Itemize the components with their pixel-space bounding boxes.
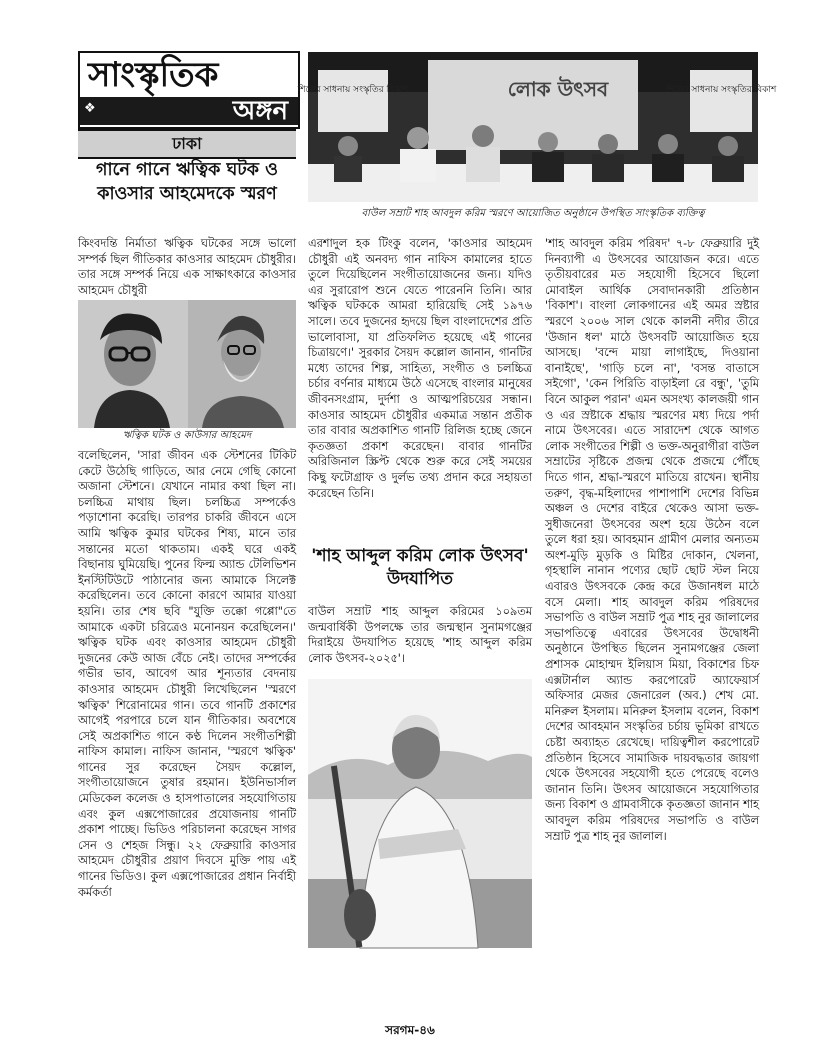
left-intro-text: কিংবদন্তি নির্মাতা ঋত্বিক ঘটকের সঙ্গে ভালো সম্পর্ক ছিল গীতিকার কাওসার আহমেদ চৌধুরীর। তার সঙ্গে সম্পর্ক নিয়ে এক সাক্ষাৎকারে কাওসার আহমেদ চৌধুরী — [78, 237, 296, 297]
right-column-text — [545, 236, 759, 1004]
event-photo-illustration — [297, 52, 777, 202]
baul-photo — [308, 679, 532, 948]
section-intro — [308, 604, 532, 670]
banner-center-text: লোক উৎসব — [507, 77, 609, 101]
event-photo — [297, 52, 777, 202]
masthead-subtitle: অঙ্গন — [232, 96, 288, 126]
left-story-title: গানে গানে ঋত্বিক ঘটক ও কাওসার আহমেদকে স্মরণ — [95, 160, 279, 204]
portrait-illustration — [78, 300, 296, 428]
right-body-text: 'শাহ আবদুল করিম পরিষদ' ৭-৮ ফেব্রুয়ারি দুই দিনব্যাপী এ উৎসবের আয়োজন করে। এতে তৃতীয়বারের মত সহযোগী হিসেবে ছিলো মোবাইল আর্থিক সেবাদানকারী প্রতিষ্ঠান 'বিকাশ'। বাংলা লোকগানের এই অমর স্রষ্টার স্মরণে ২০০৬ সাল থেকে কালনী নদীর তীরে 'উজান ধল' মাঠে উৎসবটি আয়োজিত হয়ে আসছে। 'বন্দে মায়া লাগাইছে, দিওয়ানা বানাইছে', 'গাড়ি চলে না', 'বসন্ত বাতাসে সইগো', 'কেন পিরিতি বাড়াইলা রে বন্ধু', 'তুমি বিনে আকুল পরান' এমন অসংখ্য কালজয়ী গান ও এর স্রষ্টাকে শ্রদ্ধায় স্মরণের মধ্য দিয়ে পর্দা নামে উৎসবের। এতে সারাদেশ থেকে আগত লোক সংগীতের শিল্পী ও ভক্ত-অনুরাগীরা বাউল সম্রাটের সৃষ্টিকে প্রজন্ম থেকে প্রজন্মে পৌঁছে দিতে গান, শ্রদ্ধা-স্মরণে মাতিয়ে রাখেন। স্থানীয় তরুণ, বৃদ্ধ-মহিলাদের পাশাপাশি দেশের বিভিন্ন অঞ্চল ও দেশের বাইরে থেকেও আসা ভক্ত-সুধীজনেরা উৎসবের অংশ হয়ে উঠেন বলে তুলে ধরা হয়। আবহমান গ্রামীণ মেলার অন্যতম অংশ-মুড়ি মুড়কি ও মিষ্টির দোকান, খেলনা, গৃহস্থালি নানান পণ্যের ছোট ছোট স্টল নিয়ে এবারও উৎসবকে কেন্দ্র করে উজানধল মাঠে বসে মেলা। শাহ আবদুল করিম পরিষদের সভাপতি ও বাউল সম্রাট পুত্র শাহ নুর জালালের সভাপতিত্বে এবারের উৎসবের উদ্বোধনী অনুষ্ঠানে উপস্থিত ছিলেন সুনামগঞ্জের জেলা প্রশাসক মোহাম্মদ ইলিয়াস মিয়া, বিকাশের চিফ এক্সটার্নাল অ্যান্ড করপোরেট অ্যাফেয়ার্স অফিসার মেজর জেনারেল (অব.) শেখ মো. মনিরুল ইসলাম। মনিরুল ইসলাম বলেন, বিকাশ দেশের আবহমান সংস্কৃতির চর্চায় ভূমিকা রাখতে চেষ্টা অব্যাহত রেখেছে। দায়িত্বশীল করপোরেট প্রতিষ্ঠান হিসেবে সামাজিক দায়বদ্ধতার জায়গা থেকে উৎসবের সহযোগী হতে পেরেছে বলেও জানান তিনি। উৎসব আয়োজনে সহযোগিতার জন্য বিকাশ ও গ্রামবাসীকে কৃতজ্ঞতা জানান শাহ আবদুল করিম পরিষদের সভাপতি ও বাউল সম্রাট পুত্র শাহ নুর জালাল। — [545, 237, 759, 843]
masthead-title: সাংস্কৃতিক — [88, 55, 219, 95]
banner-left-text: শিল্পের সাধনায় সংস্কৃতির বিকাশ — [297, 85, 409, 95]
left-story-body — [78, 448, 296, 1004]
portrait-caption: ঋত্বিক ঘটক ও কাউসার আহমেদ — [122, 430, 252, 441]
banner-right-text: শিল্পের সাধনায় সংস্কৃতির বিকাশ — [665, 85, 777, 95]
masthead-logo-icon: ❖ — [84, 101, 96, 116]
baul-photo-illustration — [308, 679, 532, 948]
left-body-text: বলেছিলেন, 'সারা জীবন এক স্টেশনের টিকিট কেটে উঠেছি গাড়িতে, আর নেমে গেছি কোনো অজানা স্টেশনে। যেখানে নামার কথা ছিল না। চলচ্চিত্র মাথায় ছিল। চলচ্চিত্র সম্পর্কেও পড়াশোনা করেছি। তারপর চাকরি জীবনে এসে আমি ঋত্বিক কুমার ঘটকের শিষ্য, মানে তার সন্তানের মতো থাকতাম। একই ঘরে একই বিছানায় ঘুমিয়েছি। পুনের ফিল্ম অ্যান্ড টেলিভিশন ইনস্টিটিউটে পাঠানোর জন্য আমাকে সিলেক্ট করেছিলেন। তবে কোনো কারণে আমার যাওয়া হয়নি। তার শেষ ছবি "যুক্তি তক্কো গপ্পো"তে আমাকে একটা চরিত্রেও মনোনয়ন করেছিলেন।' ঋত্বিক ঘটক এবং কাওসার আহমেদ চৌধুরী দুজনের কেউ আজ বেঁচে নেই। তাদের সম্পর্কের গভীর ভাব, আবেগ আর শূন্যতার বেদনায় কাওসার আহমেদ চৌধুরী লিখেছিলেন 'স্মরণে ঋত্বিক' শিরোনামের গান। তবে গানটি প্রকাশের আগেই পরপারে চলে যান গীতিকার। অবশেষে সেই অপ্রকাশিত গানে কণ্ঠ দিলেন সংগীতশিল্পী নাফিস কামাল। নাফিস জানান, 'স্মরণে ঋত্বিক' গানের সুর করেছেন সৈয়দ কল্লোল, সংগীতায়োজনে তুষার রহমান। ইউনিভার্সাল মেডিকেল কলেজ ও হাসপাতালের সহযোগিতায় এবং কুল এক্সপোজারের প্রযোজনায় গানটি প্রকাশ পাচ্ছে। ভিডিও পরিচালনা করেছেন সাগর সেন ও শেহজ সিন্ধু। ২২ ফেব্রুয়ারি কাওসার আহমেদ চৌধুরীর প্রয়াণ দিবসে মুক্তি পায় এই গানের ভিডিও। কুল এক্সপোজারের প্রধান নির্বাহী কর্মকর্তা — [78, 449, 296, 899]
section-heading: 'শাহ আব্দুল করিম লোক উৎসব' উদযাপিত — [311, 546, 529, 589]
event-photo-caption: বাউল সম্রাট শাহ আবদুল করিম স্মরণে আয়োজিত অনুষ্ঠানে উপস্থিত সাংস্কৃতিক ব্যক্তিত্ব — [361, 208, 705, 219]
section-intro-text: বাউল সম্রাট শাহ আব্দুল করিমের ১০৯তম জন্মবার্ষিকী উপলক্ষে তার জন্মস্থান সুনামগঞ্জের দিরাইয়ে উদযাপিত হয়েছে 'শাহ আব্দুল করিম লোক উৎসব-২০২৫'। — [308, 605, 532, 665]
city-label: ঢাকা — [172, 134, 202, 153]
left-story-intro — [78, 236, 296, 298]
middle-column-text — [308, 236, 532, 542]
middle-continued-text: এরশাদুল হক টিংকু বলেন, 'কাওসার আহমেদ চৌধুরী এই অনবদ্য গান নাফিস কামালের হাতে তুলে দিয়েছিলেন সংগীতায়োজনের জন্য। যদিও এর সুরারোপ শুনে যেতে পারেননি তিনি। আর ঋত্বিক ঘটককে আমরা হারিয়েছি সেই ১৯৭৬ সালে। তবে দুজনের হৃদয়ে ছিল বাংলাদেশের প্রতি ভালোবাসা, যা প্রতিফলিত হয়েছে এই গানের চিত্রায়ণে।' সুরকার সৈয়দ কল্লোল জানান, গানটির মধ্যে তাদের শিল্প, সাহিত্য, সংগীত ও চলচ্চিত্র চর্চার বর্ণনার মাধ্যমে উঠে এসেছে বাংলার মানুষের জীবনসংগ্রাম, দুর্দশা ও আত্মপরিচয়ের সন্ধান। কাওসার আহমেদ চৌধুরীর একমাত্র সন্তান প্রতীক তার বাবার অপ্রকাশিত গানটি রিলিজ হচ্ছে জেনে কৃতজ্ঞতা প্রকাশ করেছেন। বাবার গানটির অরিজিনাল স্ক্রিপ্ট থেকে শুরু করে সেই সময়ের কিছু ফটোগ্রাফ ও দুর্লভ তথ্য প্রদান করে সহায়তা করেছেন তিনি। — [308, 237, 532, 500]
city-bar — [78, 129, 296, 159]
page-number: সরগম-৪৬ — [385, 1023, 435, 1037]
portrait-photo — [78, 300, 296, 428]
masthead — [78, 51, 300, 129]
